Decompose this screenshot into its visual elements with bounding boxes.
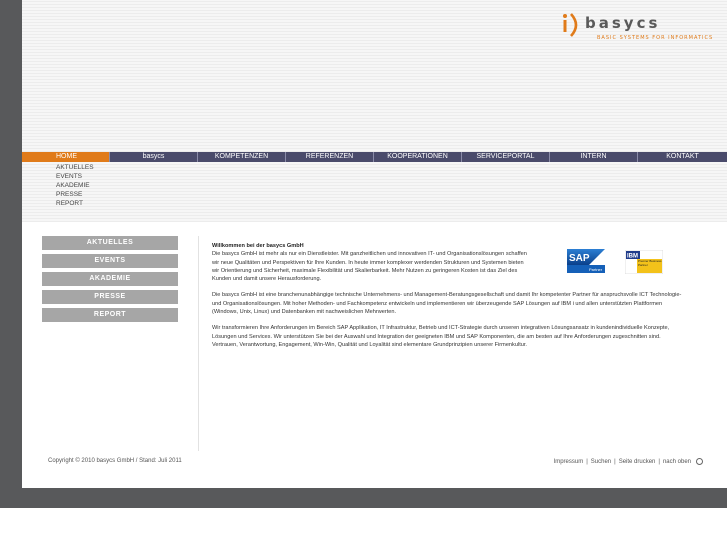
footer-links <box>554 458 703 465</box>
subnav <box>56 163 94 208</box>
sidebar <box>42 236 178 326</box>
footer-link-nach-oben[interactable]: nach oben <box>662 458 691 465</box>
footer-link-drucken[interactable]: Seite drucken <box>618 458 656 465</box>
nav-item-basycs[interactable]: basycs <box>110 152 198 162</box>
main-nav <box>22 152 727 162</box>
footer-link-suchen[interactable]: Suchen <box>590 458 612 465</box>
partner-logos <box>567 249 667 279</box>
logo-mark-icon <box>557 10 583 40</box>
footer-copyright: Copyright © 2010 basycs GmbH / Stand: Juli 2011 <box>48 458 182 464</box>
header <box>22 0 727 152</box>
sap-partner-logo[interactable] <box>567 249 605 273</box>
footer-separator: | <box>658 458 660 465</box>
footer-link-impressum[interactable]: Impressum <box>553 458 584 465</box>
sidebar-button-events[interactable]: EVENTS <box>42 254 178 268</box>
footer-separator: | <box>614 458 616 465</box>
sap-sub-label: Partner <box>589 267 603 272</box>
content-title: Willkommen bei der basycs GmbH <box>212 243 304 249</box>
sap-label: SAP <box>569 253 590 264</box>
ibm-label: IBM <box>627 253 638 260</box>
column-divider <box>198 236 199 451</box>
logo-name: basycs <box>585 14 661 32</box>
subnav-item-aktuelles[interactable]: AKTUELLES <box>56 164 94 171</box>
page-sheet <box>22 0 727 488</box>
subnav-item-presse[interactable]: PRESSE <box>56 191 83 198</box>
ibm-sub-label: Premier Business Partner <box>638 260 662 267</box>
nav-item-kooperationen[interactable]: KOOPERATIONEN <box>374 152 462 162</box>
content-paragraph-3: Wir transformieren Ihre Anforderungen im Bereich SAP Applikation, IT Infrastruktur, Betrieb und ICT-Strategie durch unseren integrativen Lösungsansatz in kundenindividuelle Konzepte, Lösungen und Services. Wir unterstützen Sie bei der Auswahl und Integration der geeigneten IBM und SAP Komponenten, die am besten auf Ihre Anforderungen zugeschnitten sind. Vertrauen, Verantwortung, Engagement, Win-Win, Qualität und Loyalität sind elementare Grundprinzipien unserer Firmenkultur. <box>212 325 670 348</box>
nav-item-referenzen[interactable]: REFERENZEN <box>286 152 374 162</box>
sidebar-button-report[interactable]: REPORT <box>42 308 178 322</box>
subnav-item-events[interactable]: EVENTS <box>56 173 83 180</box>
subnav-area <box>22 162 727 222</box>
nav-item-intern[interactable]: INTERN <box>550 152 638 162</box>
content-paragraph-1: Die basycs GmbH ist mehr als nur ein Dienstleister. Mit ganzheitlichen und innovativen IT- und Organisationslösungen schaffen wir neue Qualitäten und Perspektiven für Ihre Kunden. In heute immer komplexer werdenden Strukturen und Systemen bieten wir Orientierung und Sicherheit, maximale Flexibilität und Skalierbarkeit. Mehr Nutzen zu geringeren Kosten ist das Ziel des Kunden und damit unsere Herausforderung. <box>212 251 527 283</box>
footer-separator: | <box>586 458 588 465</box>
scroll-top-icon[interactable] <box>696 458 703 465</box>
subnav-item-report[interactable]: REPORT <box>56 200 83 207</box>
sidebar-button-aktuelles[interactable]: AKTUELLES <box>42 236 178 250</box>
content-paragraph-2: Die basycs GmbH ist eine branchenunabhängige technische Unternehmens- und Management-Beratungsgesellschaft und damit Ihr kompetenter Partner für anspruchsvolle ICT Technologie- und Organisationslösungen. Mit hoher Methoden- und Fachkompetenz entwickeln und implementieren wir überzeugende SAP Lösungen auf IBM i und allen unterstützten Plattformen (Windows, Unix, Linux) und Datenbanken mit nachweislichen Mehrwerten. <box>212 292 682 316</box>
logo[interactable] <box>557 10 717 44</box>
sidebar-button-akademie[interactable]: AKADEMIE <box>42 272 178 286</box>
nav-item-kompetenzen[interactable]: KOMPETENZEN <box>198 152 286 162</box>
nav-item-serviceportal[interactable]: SERVICEPORTAL <box>462 152 550 162</box>
nav-item-home[interactable]: HOME <box>22 152 110 162</box>
nav-item-kontakt[interactable]: KONTAKT <box>666 153 699 160</box>
ibm-partner-logo[interactable] <box>625 250 663 274</box>
subnav-item-akademie[interactable]: AKADEMIE <box>56 182 90 189</box>
logo-tagline: BASIC SYSTEMS FOR INFORMATICS <box>597 35 714 41</box>
sidebar-button-presse[interactable]: PRESSE <box>42 290 178 304</box>
